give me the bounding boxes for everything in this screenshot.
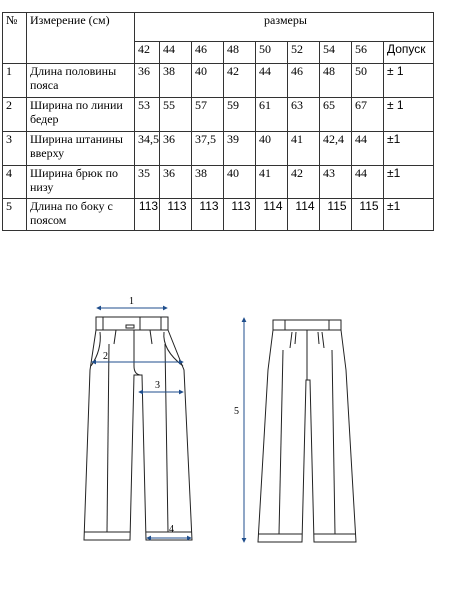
trousers-front-view: [84, 317, 192, 540]
cell-value: 113: [192, 199, 224, 231]
dimension-label-5: 5: [234, 406, 239, 417]
cell-value: 42: [288, 166, 320, 199]
cell-value: 43: [320, 166, 352, 199]
cell-value: 63: [288, 98, 320, 132]
cell-value: 115: [320, 199, 352, 231]
cell-value: 44: [352, 166, 384, 199]
cell-value: 36: [135, 64, 160, 98]
cell-value: 53: [135, 98, 160, 132]
cell-value: 113: [135, 199, 160, 231]
cell-tolerance: ±1: [384, 166, 434, 199]
size-header: 48: [224, 42, 256, 64]
trousers-back-view: [258, 320, 356, 542]
cell-value: 114: [256, 199, 288, 231]
cell-value: 44: [256, 64, 288, 98]
size-header: 42: [135, 42, 160, 64]
header-tolerance: Допуск: [384, 42, 434, 64]
table-row: [3, 166, 434, 199]
row-number: 5: [3, 199, 27, 231]
cell-value: 41: [288, 132, 320, 166]
header-sizes-title: размеры: [135, 13, 434, 42]
cell-value: 61: [256, 98, 288, 132]
cell-value: 59: [224, 98, 256, 132]
row-label: Ширина брюк по низу: [27, 166, 135, 199]
cell-value: 50: [352, 64, 384, 98]
size-header: 50: [256, 42, 288, 64]
table-row: [3, 199, 434, 231]
table-row: [3, 64, 434, 98]
row-label: Длина по боку с поясом: [27, 199, 135, 231]
cell-value: 55: [160, 98, 192, 132]
size-header: 46: [192, 42, 224, 64]
row-number: 4: [3, 166, 27, 199]
cell-value: 37,5: [192, 132, 224, 166]
table-row: [3, 98, 434, 132]
trousers-technical-drawing: [0, 280, 450, 580]
row-label: Ширина по линии бедер: [27, 98, 135, 132]
size-header: 54: [320, 42, 352, 64]
cell-value: 38: [192, 166, 224, 199]
dimension-label-3: 3: [155, 380, 160, 391]
size-table: [2, 12, 434, 231]
cell-value: 46: [288, 64, 320, 98]
cell-value: 36: [160, 166, 192, 199]
dimension-label-4: 4: [169, 524, 174, 535]
cell-value: 67: [352, 98, 384, 132]
cell-value: 40: [192, 64, 224, 98]
cell-tolerance: ±1: [384, 199, 434, 231]
cell-value: 38: [160, 64, 192, 98]
dimension-label-1: 1: [129, 296, 134, 307]
cell-value: 42,4: [320, 132, 352, 166]
cell-value: 36: [160, 132, 192, 166]
cell-value: 113: [160, 199, 192, 231]
row-label: Длина половины пояса: [27, 64, 135, 98]
cell-value: 40: [256, 132, 288, 166]
cell-value: 41: [256, 166, 288, 199]
cell-value: 44: [352, 132, 384, 166]
cell-value: 42: [224, 64, 256, 98]
cell-value: 113: [224, 199, 256, 231]
row-number: 3: [3, 132, 27, 166]
header-measurement: Измерение (см): [27, 13, 135, 64]
cell-value: 39: [224, 132, 256, 166]
cell-tolerance: ±1: [384, 132, 434, 166]
cell-tolerance: ± 1: [384, 64, 434, 98]
row-number: 2: [3, 98, 27, 132]
table-row: [3, 132, 434, 166]
cell-value: 40: [224, 166, 256, 199]
cell-tolerance: ± 1: [384, 98, 434, 132]
size-header: 44: [160, 42, 192, 64]
cell-value: 57: [192, 98, 224, 132]
header-no: №: [3, 13, 27, 64]
row-number: 1: [3, 64, 27, 98]
size-header: 52: [288, 42, 320, 64]
cell-value: 115: [352, 199, 384, 231]
row-label: Ширина штанины вверху: [27, 132, 135, 166]
cell-value: 34,5: [135, 132, 160, 166]
dimension-label-2: 2: [103, 351, 108, 362]
cell-value: 35: [135, 166, 160, 199]
cell-value: 114: [288, 199, 320, 231]
cell-value: 48: [320, 64, 352, 98]
size-header: 56: [352, 42, 384, 64]
cell-value: 65: [320, 98, 352, 132]
